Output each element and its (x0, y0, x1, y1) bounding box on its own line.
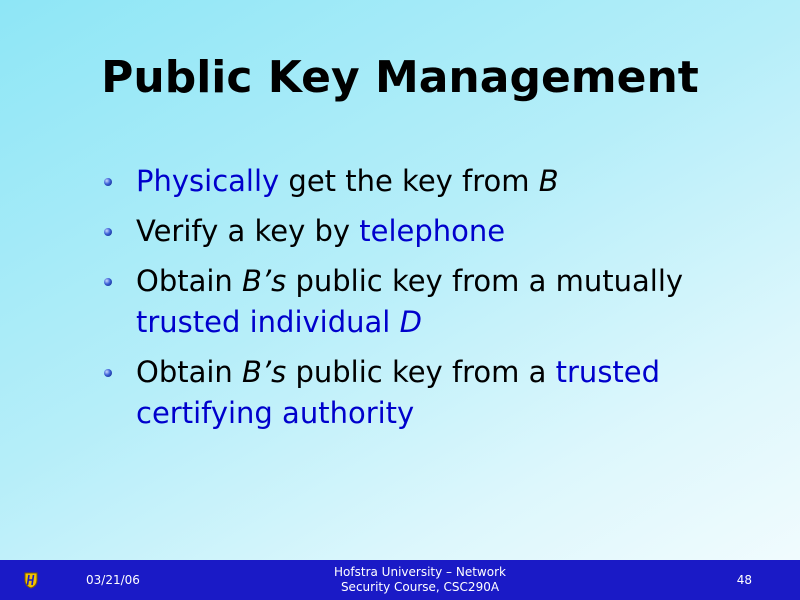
bullet-dot-icon (104, 178, 112, 186)
footer-course-title (270, 565, 570, 595)
bullet-text-segment: Verify a key by (136, 214, 360, 248)
hofstra-logo-icon (22, 571, 40, 589)
bullet-text-segment: D (399, 305, 422, 339)
bullet-item (100, 352, 700, 434)
bullet-text-segment: trusted certifying authority (136, 355, 661, 430)
page-number: 48 (736, 573, 752, 587)
footer-course-line-1: Hofstra University – Network (334, 565, 506, 579)
bullet-text-segment: B (538, 164, 559, 198)
bullet-item (100, 161, 700, 202)
bullet-text-segment: B’s (242, 264, 287, 298)
bullet-text-segment: Obtain (136, 355, 243, 389)
bullet-item (100, 211, 700, 252)
bullet-list (100, 161, 700, 443)
bullet-text-segment: B’s (242, 355, 287, 389)
bullet-text-segment: public key from a mutually (286, 264, 684, 298)
bullet-dot-icon (104, 278, 112, 286)
bullet-text-segment: Obtain (136, 264, 243, 298)
bullet-text-segment: public key from a (286, 355, 556, 389)
bullet-text-segment: trusted individual (136, 305, 400, 339)
footer-course-line-2: Security Course, CSC290A (340, 580, 500, 594)
slide-title: Public Key Management (101, 52, 699, 103)
bullet-text-segment: telephone (359, 214, 506, 248)
bullet-dot-icon (104, 228, 112, 236)
bullet-text-segment: get the key from (279, 164, 539, 198)
footer-date: 03/21/06 (86, 573, 140, 587)
footer-bar (0, 560, 800, 600)
bullet-dot-icon (104, 369, 112, 377)
bullet-text-segment: Physically (136, 164, 280, 198)
bullet-item (100, 261, 700, 343)
